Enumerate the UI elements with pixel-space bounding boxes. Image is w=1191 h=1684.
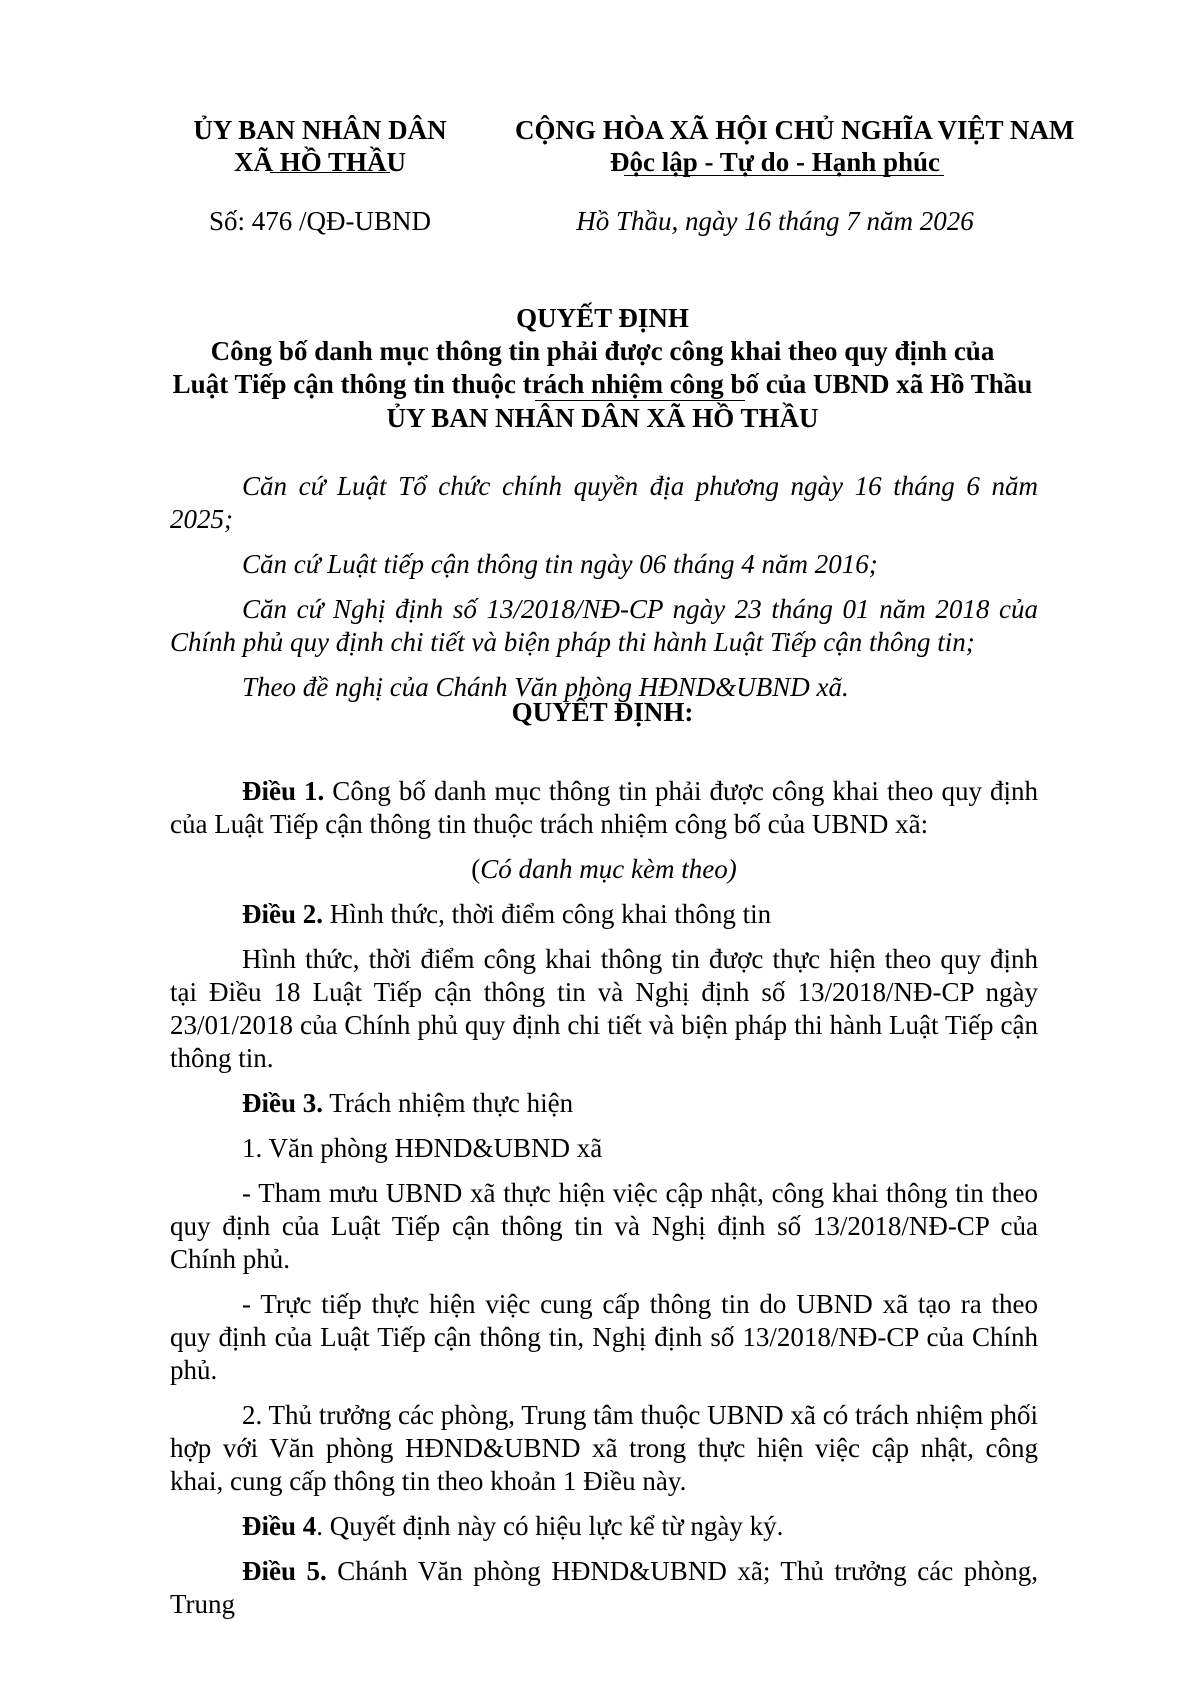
issuer-heading: ỦY BAN NHÂN DÂN XÃ HỒ THẦU: [386, 403, 819, 433]
basis-3: Căn cứ Nghị định số 13/2018/NĐ-CP ngày 23 tháng 01 năm 2018 của Chính phủ quy định chi tiết và biện pháp thi hành Luật Tiếp cận thông tin;: [170, 594, 1038, 657]
article-2-text: Hình thức, thời điểm công khai thông tin: [323, 899, 772, 929]
basis-4: Theo đề nghị của Chánh Văn phòng HĐND&UBND xã.: [242, 672, 849, 702]
article-2-label: Điều 2.: [242, 899, 323, 929]
article-3-item-1b: - Trực tiếp thực hiện việc cung cấp thông tin do UBND xã tạo ra theo quy định của Luật Tiếp cận thông tin, Nghị định số 13/2018/NĐ-CP của Chính phủ.: [170, 1289, 1038, 1385]
article-3-item-2: 2. Thủ trưởng các phòng, Trung tâm thuộc UBND xã có trách nhiệm phối hợp với Văn phòng HĐND&UBND xã trong thực hiện việc cập nhật, công khai, cung cấp thông tin theo khoản 1 Điều này.: [170, 1400, 1038, 1496]
agency-line-1: ỦY BAN NHÂN DÂN: [193, 115, 447, 145]
issuing-agency: [185, 114, 455, 179]
title-heading: QUYẾT ĐỊNH: [516, 303, 689, 333]
document-title: [150, 302, 1055, 401]
agency-line-2: XÃ HỒ THẦU: [233, 147, 407, 178]
decision-heading: QUYẾT ĐỊNH:: [511, 697, 694, 727]
attachment-paren: (: [471, 854, 481, 884]
motto-underline: [624, 175, 944, 176]
national-title: [515, 114, 1075, 179]
article-4-label: Điều 4: [242, 1511, 317, 1541]
title-underline: [535, 400, 745, 401]
article-2-body: Hình thức, thời điểm công khai thông tin được thực hiện theo quy định tại Điều 18 Luật Tiếp cận thông tin và Nghị định số 13/2018/NĐ-CP ngày 23/01/2018 của Chính phủ quy định chi tiết và biện pháp thi hành Luật Tiếp cận thông tin.: [170, 944, 1038, 1073]
article-2: [170, 898, 1038, 931]
article-1: [170, 775, 1038, 841]
article-5: [170, 1555, 1038, 1621]
article-1-text: Công bố danh mục thông tin phải được công khai theo quy định của Luật Tiếp cận thông tin thuộc trách nhiệm công bố của UBND xã:: [170, 776, 1038, 839]
title-subtitle-1: Công bố danh mục thông tin phải được công khai theo quy định của: [210, 336, 995, 366]
country-name: CỘNG HÒA XÃ HỘI CHỦ NGHĨA VIỆT NAM: [515, 115, 1075, 145]
article-3-item-1a: - Tham mưu UBND xã thực hiện việc cập nhật, công khai thông tin theo quy định của Luật Tiếp cận thông tin và Nghị định số 13/2018/NĐ-CP của Chính phủ.: [170, 1178, 1038, 1274]
title-subtitle-2: Luật Tiếp cận thông tin thuộc trách nhiệm công bố của UBND xã Hồ Thầu: [172, 369, 1033, 399]
place-and-date: Hồ Thầu, ngày 16 tháng 7 năm 2026: [576, 206, 974, 236]
agency-underline: [270, 172, 390, 173]
article-5-text: Chánh Văn phòng HĐND&UBND xã; Thủ trưởng các phòng, Trung: [170, 1556, 1038, 1619]
article-4-text: . Quyết định này có hiệu lực kể từ ngày ký.: [316, 1511, 784, 1541]
legal-bases: [170, 470, 1038, 716]
article-1-label: Điều 1.: [242, 776, 325, 806]
article-3: [170, 1087, 1038, 1120]
article-5-label: Điều 5.: [242, 1556, 327, 1586]
motto: Độc lập - Tự do - Hạnh phúc: [609, 147, 941, 178]
attachment-note: Có danh mục kèm theo): [480, 854, 737, 884]
basis-1: Căn cứ Luật Tổ chức chính quyền địa phương ngày 16 tháng 6 năm 2025;: [170, 471, 1038, 534]
article-4: [170, 1510, 1038, 1543]
article-3-item-1: 1. Văn phòng HĐND&UBND xã: [242, 1133, 603, 1163]
article-1-attachment: [170, 853, 1038, 886]
articles: [170, 775, 1038, 1633]
basis-2: Căn cứ Luật tiếp cận thông tin ngày 06 tháng 4 năm 2016;: [242, 549, 878, 579]
document-number: Số: 476 /QĐ-UBND: [208, 206, 431, 236]
article-3-label: Điều 3.: [242, 1088, 323, 1118]
article-3-text: Trách nhiệm thực hiện: [323, 1088, 574, 1118]
